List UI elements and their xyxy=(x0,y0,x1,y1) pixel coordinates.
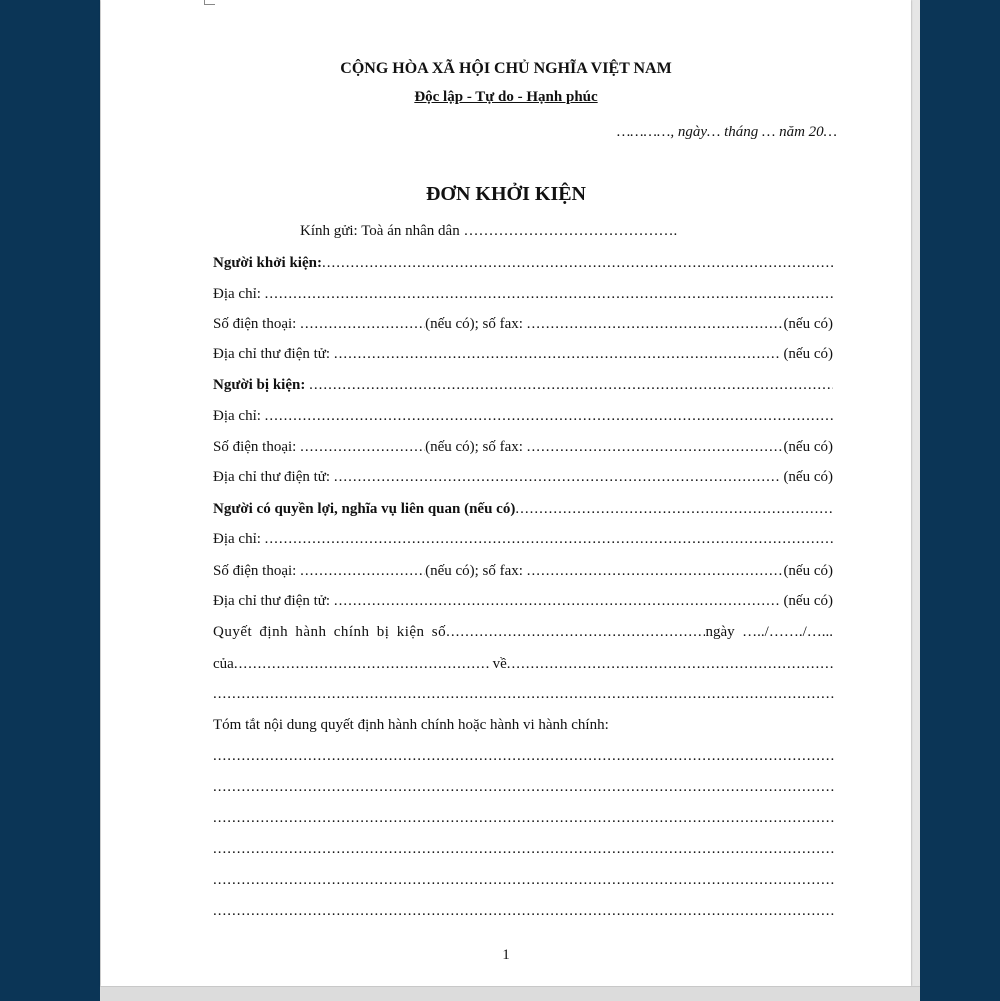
blank-dots xyxy=(507,654,833,674)
blank-dots xyxy=(527,561,784,581)
blank-dots xyxy=(300,437,425,457)
decision-date-blank: …../……./…... xyxy=(742,624,833,640)
summary-line-1[interactable] xyxy=(213,746,835,766)
email-suffix: (nếu có) xyxy=(783,469,833,485)
addressee-line: Kính gửi: Toà án nhân dân ……………………………………. xyxy=(300,223,678,239)
phone-suffix: (nếu có); số fax: xyxy=(425,563,523,579)
email-label: Địa chỉ thư điện tử: xyxy=(213,346,331,362)
page-number: 1 xyxy=(502,947,510,963)
defendant-email-field[interactable] xyxy=(213,467,833,487)
plaintiff-email-field[interactable] xyxy=(213,344,833,364)
decision-label: Quyết định hành chính bị kiện số xyxy=(213,624,447,640)
plaintiff-address-field[interactable] xyxy=(213,284,833,304)
decision-date-label: ngày xyxy=(705,624,735,640)
summary-label: Tóm tắt nội dung quyết định hành chính hoặc hành vi hành chính: xyxy=(213,717,609,733)
plaintiff-phone-field[interactable] xyxy=(213,314,833,334)
blank-dots xyxy=(300,314,425,334)
blank-dots xyxy=(265,406,833,426)
fax-suffix: (nếu có) xyxy=(783,316,833,332)
email-label: Địa chỉ thư điện tử: xyxy=(213,593,331,609)
blank-dots xyxy=(334,344,780,364)
defendant-phone-field[interactable] xyxy=(213,437,833,457)
margin-crop-mark xyxy=(204,0,215,5)
summary-line-3[interactable] xyxy=(213,808,835,828)
address-label: Địa chỉ: xyxy=(213,531,261,547)
phone-suffix: (nếu có); số fax: xyxy=(425,316,523,332)
related-party-phone-field[interactable] xyxy=(213,561,833,581)
blank-dots xyxy=(334,467,780,487)
horizontal-scrollbar[interactable] xyxy=(100,986,920,1001)
phone-label: Số điện thoại: xyxy=(213,439,297,455)
related-party-field[interactable] xyxy=(213,499,833,519)
date-line: …………, ngày… tháng … năm 20… xyxy=(616,124,837,140)
about-label: về xyxy=(492,656,507,672)
email-suffix: (nếu có) xyxy=(783,593,833,609)
decision-issuer-field[interactable] xyxy=(213,654,833,674)
of-label: của xyxy=(213,656,234,672)
country-heading: CỘNG HÒA XÃ HỘI CHỦ NGHĨA VIỆT NAM xyxy=(340,60,672,77)
document-title: ĐƠN KHỞI KIỆN xyxy=(425,183,587,205)
blank-dots xyxy=(265,529,833,549)
phone-label: Số điện thoại: xyxy=(213,316,297,332)
decision-number-field[interactable] xyxy=(213,622,833,642)
blank-dots xyxy=(527,437,784,457)
related-party-email-field[interactable] xyxy=(213,591,833,611)
decision-continuation-line[interactable] xyxy=(213,684,835,704)
blank-dots xyxy=(515,499,833,519)
plaintiff-label: Người khởi kiện: xyxy=(213,255,322,271)
blank-dots xyxy=(234,654,489,674)
blank-dots xyxy=(334,591,780,611)
address-label: Địa chỉ: xyxy=(213,286,261,302)
email-suffix: (nếu có) xyxy=(783,346,833,362)
summary-line-5[interactable] xyxy=(213,870,835,890)
related-party-address-field[interactable] xyxy=(213,529,833,549)
blank-dots xyxy=(446,622,705,642)
blank-dots xyxy=(527,314,784,334)
phone-suffix: (nếu có); số fax: xyxy=(425,439,523,455)
summary-line-4[interactable] xyxy=(213,839,835,859)
defendant-address-field[interactable] xyxy=(213,406,833,426)
fax-suffix: (nếu có) xyxy=(783,439,833,455)
summary-line-2[interactable] xyxy=(213,777,835,797)
defendant-name-field[interactable] xyxy=(213,375,833,395)
plaintiff-name-field[interactable] xyxy=(213,253,833,273)
blank-dots xyxy=(322,253,833,273)
summary-line-6[interactable] xyxy=(213,901,835,921)
email-label: Địa chỉ thư điện tử: xyxy=(213,469,331,485)
blank-dots xyxy=(300,561,425,581)
address-label: Địa chỉ: xyxy=(213,408,261,424)
blank-dots xyxy=(309,375,833,395)
defendant-label: Người bị kiện: xyxy=(213,377,306,393)
related-party-label: Người có quyền lợi, nghĩa vụ liên quan (nếu có) xyxy=(213,501,516,517)
motto: Độc lập - Tự do - Hạnh phúc xyxy=(414,89,598,105)
blank-dots xyxy=(265,284,833,304)
phone-label: Số điện thoại: xyxy=(213,563,297,579)
fax-suffix: (nếu có) xyxy=(783,563,833,579)
